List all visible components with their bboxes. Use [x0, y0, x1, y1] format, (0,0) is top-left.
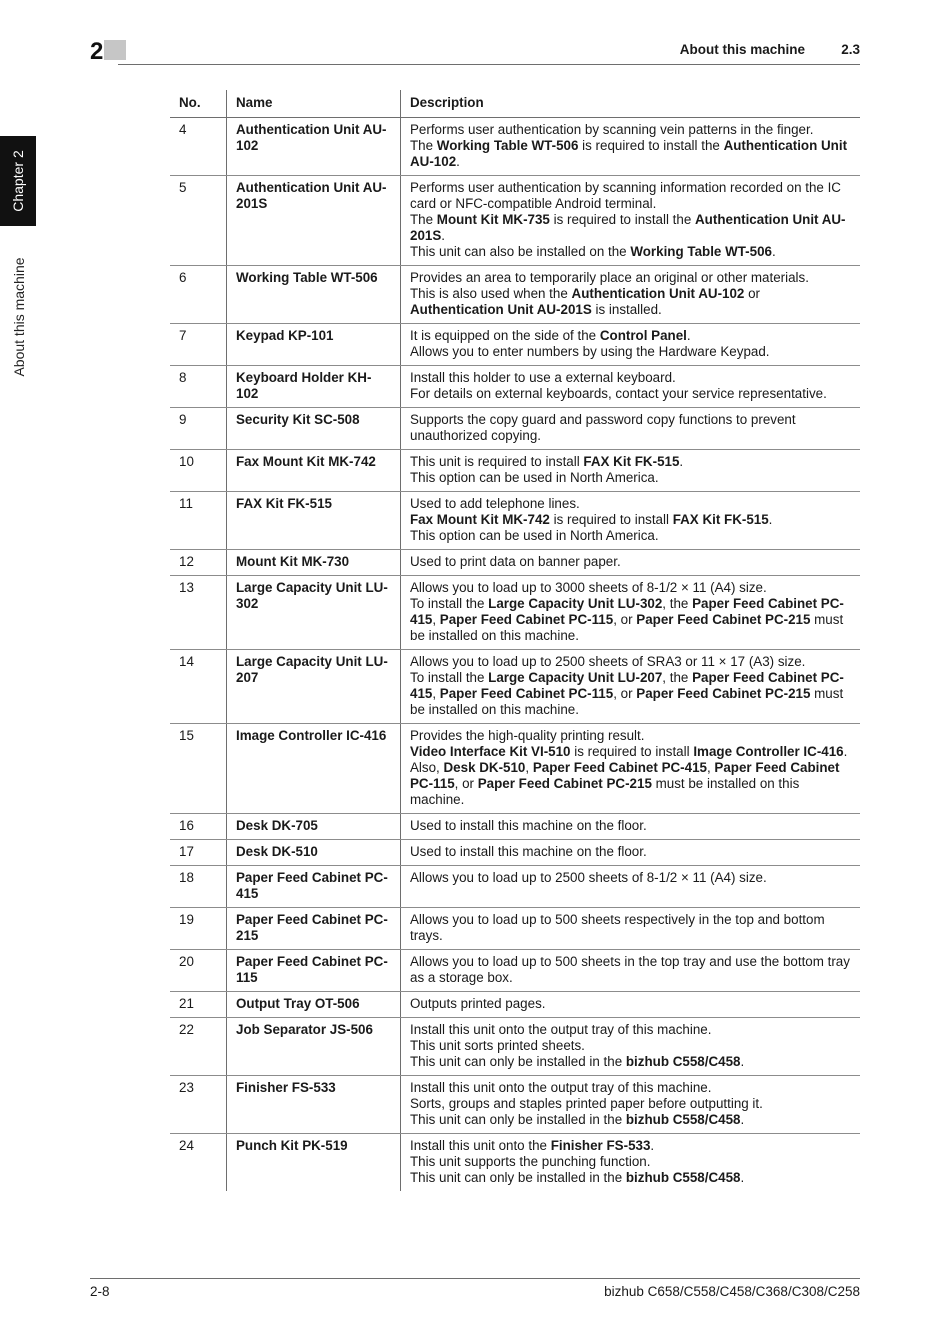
option-description: [401, 492, 861, 550]
row-number: 13: [170, 576, 227, 650]
column-header-no: No.: [170, 90, 227, 118]
table-row: [170, 650, 860, 724]
chapter-number: 2: [90, 38, 104, 65]
description-line: [410, 1080, 851, 1096]
option-description: [401, 814, 861, 840]
description-text: To install the: [410, 670, 489, 685]
description-line: [410, 670, 851, 718]
description-emphasis: Paper Feed Cabinet PC-115: [410, 760, 840, 791]
option-name: Large Capacity Unit LU-207: [227, 650, 401, 724]
description-text: Sorts, groups and staples printed paper before outputting it.: [410, 1096, 763, 1111]
description-emphasis: Control Panel: [599, 328, 687, 343]
description-text: .: [441, 228, 446, 243]
option-name: Mount Kit MK-730: [227, 550, 401, 576]
description-text: is required to install: [570, 744, 694, 759]
description-emphasis: Authentication Unit AU-201S: [410, 302, 592, 317]
header-section-number: 2.3: [841, 42, 860, 57]
option-name: Large Capacity Unit LU-302: [227, 576, 401, 650]
description-text: Allows you to load up to 2500 sheets of SRA3 or 11 × 17 (A3) size.: [410, 654, 806, 669]
option-description: [401, 840, 861, 866]
row-number: 21: [170, 992, 227, 1018]
table-row: [170, 1134, 860, 1192]
description-line: [410, 596, 851, 644]
description-line: [410, 180, 851, 212]
table-row: [170, 1076, 860, 1134]
table-row: [170, 950, 860, 992]
description-emphasis: Paper Feed Cabinet PC-115: [439, 612, 614, 627]
description-text: The: [410, 138, 437, 153]
description-text: Supports the copy guard and password copy functions to prevent unauthorized copying.: [410, 412, 796, 443]
option-name: Punch Kit PK-519: [227, 1134, 401, 1192]
description-text: , the: [662, 596, 693, 611]
description-line: [410, 1096, 851, 1112]
option-description: [401, 866, 861, 908]
option-description: [401, 1018, 861, 1076]
description-emphasis: Large Capacity Unit LU-302: [488, 596, 663, 611]
description-line: [410, 580, 851, 596]
description-text: is installed.: [591, 302, 662, 317]
description-text: is required to install: [549, 512, 673, 527]
option-name: Working Table WT-506: [227, 266, 401, 324]
description-text: , or: [613, 686, 637, 701]
option-description: [401, 1134, 861, 1192]
table-row: [170, 366, 860, 408]
table-row: [170, 176, 860, 266]
description-line: [410, 996, 851, 1012]
header-divider: [118, 64, 860, 65]
row-number: 9: [170, 408, 227, 450]
description-line: [410, 344, 851, 360]
description-emphasis: bizhub C558/C458: [625, 1054, 741, 1069]
description-emphasis: Image Controller IC-416: [693, 744, 844, 759]
option-description: [401, 550, 861, 576]
description-line: [410, 470, 851, 486]
description-line: [410, 1154, 851, 1170]
row-number: 18: [170, 866, 227, 908]
description-text: .: [740, 1170, 745, 1185]
table-row: [170, 814, 860, 840]
table-header-row: [170, 90, 860, 118]
chapter-side-tab[interactable]: [0, 136, 36, 226]
option-description: [401, 908, 861, 950]
description-emphasis: Desk DK-510: [443, 760, 526, 775]
description-emphasis: Finisher FS-533: [550, 1138, 651, 1153]
table-row: [170, 492, 860, 550]
option-name: Keypad KP-101: [227, 324, 401, 366]
description-emphasis: Paper Feed Cabinet PC-115: [439, 686, 614, 701]
row-number: 5: [170, 176, 227, 266]
description-text: is required to install the: [578, 138, 724, 153]
description-text: .: [679, 454, 684, 469]
description-text: This option can be used in North America.: [410, 528, 659, 543]
description-line: [410, 244, 851, 260]
row-number: 19: [170, 908, 227, 950]
description-text: .: [650, 1138, 655, 1153]
description-text: Outputs printed pages.: [410, 996, 546, 1011]
description-text: .: [686, 328, 691, 343]
option-name: Finisher FS-533: [227, 1076, 401, 1134]
row-number: 6: [170, 266, 227, 324]
column-header-name: Name: [227, 90, 401, 118]
description-text: Allows you to load up to 500 sheets in the top tray and use the bottom tray as a storage box.: [410, 954, 850, 985]
description-line: [410, 286, 851, 318]
description-text: ,: [525, 760, 533, 775]
description-text: It is equipped on the side of the: [410, 328, 600, 343]
description-emphasis: Authentication Unit AU-102: [410, 138, 848, 169]
option-description: [401, 450, 861, 492]
description-line: [410, 1022, 851, 1038]
side-section-label: About this machine: [11, 257, 27, 377]
description-text: This unit can only be installed in the: [410, 1170, 626, 1185]
option-name: Authentication Unit AU-201S: [227, 176, 401, 266]
description-emphasis: Video Interface Kit VI-510: [410, 744, 571, 759]
description-line: [410, 454, 851, 470]
description-text: , or: [613, 612, 637, 627]
product-name: bizhub C658/C558/C458/C368/C308/C258: [604, 1284, 860, 1299]
table-row: [170, 724, 860, 814]
chapter-side-tab-label: Chapter 2: [10, 150, 26, 212]
description-line: [410, 138, 851, 170]
option-name: FAX Kit FK-515: [227, 492, 401, 550]
description-line: [410, 528, 851, 544]
description-text: Used to install this machine on the floor.: [410, 844, 647, 859]
row-number: 24: [179, 1138, 194, 1153]
row-number: 8: [170, 366, 227, 408]
description-line: [410, 954, 851, 986]
description-text: .: [740, 1054, 745, 1069]
description-line: [410, 818, 851, 834]
option-description: [401, 1076, 861, 1134]
row-number: 12: [170, 550, 227, 576]
description-text: Install this unit onto the: [410, 1138, 551, 1153]
option-description: [401, 118, 861, 176]
description-text: must be installed on this machine.: [410, 612, 844, 643]
description-text: This unit can only be installed in the: [410, 1112, 626, 1127]
description-line: [410, 122, 851, 138]
option-name: Paper Feed Cabinet PC-215: [227, 908, 401, 950]
table-row: [170, 908, 860, 950]
description-text: Allows you to load up to 3000 sheets of 8-1/2 × 11 (A4) size.: [410, 580, 767, 595]
option-description: [401, 950, 861, 992]
table-row: [170, 408, 860, 450]
options-table: [170, 90, 860, 1191]
description-line: [410, 412, 851, 444]
description-line: [410, 512, 851, 528]
option-name: Image Controller IC-416: [227, 724, 401, 814]
description-line: [410, 496, 851, 512]
row-number: 14: [170, 650, 227, 724]
description-emphasis: Paper Feed Cabinet PC-415: [532, 760, 707, 775]
option-description: [401, 992, 861, 1018]
description-emphasis: Paper Feed Cabinet PC-215: [477, 776, 652, 791]
description-emphasis: Paper Feed Cabinet PC-415: [410, 670, 844, 701]
row-number: 17: [170, 840, 227, 866]
table-row: [170, 866, 860, 908]
option-name: Fax Mount Kit MK-742: [227, 450, 401, 492]
description-emphasis: Large Capacity Unit LU-207: [488, 670, 663, 685]
description-text: , or: [454, 776, 478, 791]
option-description: [401, 724, 861, 814]
description-text: must be installed on this machine.: [410, 686, 844, 717]
description-line: [410, 554, 851, 570]
description-emphasis: Working Table WT-506: [436, 138, 579, 153]
description-emphasis: FAX Kit FK-515: [583, 454, 680, 469]
description-emphasis: Mount Kit MK-735: [436, 212, 550, 227]
description-emphasis: Authentication Unit AU-201S: [410, 212, 846, 243]
description-text: This unit supports the punching function.: [410, 1154, 651, 1169]
table-row: [170, 1018, 860, 1076]
description-text: .: [456, 154, 460, 169]
description-text: This unit is required to install: [410, 454, 584, 469]
description-line: [410, 270, 851, 286]
row-number: 23: [170, 1076, 227, 1134]
option-name: Keyboard Holder KH-102: [227, 366, 401, 408]
description-emphasis: Authentication Unit AU-102: [571, 286, 745, 301]
option-description: [401, 324, 861, 366]
description-text: or: [744, 286, 761, 301]
option-description: [401, 576, 861, 650]
description-line: [410, 1054, 851, 1070]
description-line: [410, 1038, 851, 1054]
description-text: The: [410, 212, 437, 227]
description-emphasis: Paper Feed Cabinet PC-215: [636, 612, 811, 627]
description-line: [410, 912, 851, 944]
description-line: [410, 386, 851, 402]
description-line: [410, 1138, 851, 1154]
row-number: 4: [170, 118, 227, 176]
table-row: [170, 840, 860, 866]
table-row: [170, 576, 860, 650]
option-name: Paper Feed Cabinet PC-415: [227, 866, 401, 908]
option-name: Desk DK-705: [227, 814, 401, 840]
description-text: must be installed on this machine.: [410, 776, 800, 807]
option-name: Output Tray OT-506: [227, 992, 401, 1018]
table-row: [170, 324, 860, 366]
description-text: .: [768, 512, 773, 527]
row-number: 7: [170, 324, 227, 366]
description-emphasis: bizhub C558/C458: [625, 1170, 741, 1185]
description-emphasis: bizhub C558/C458: [625, 1112, 741, 1127]
description-emphasis: Working Table WT-506: [630, 244, 772, 259]
description-text: Install this unit onto the output tray of this machine.: [410, 1022, 712, 1037]
description-line: [410, 870, 851, 886]
description-text: This unit can also be installed on the: [410, 244, 631, 259]
description-text: , the: [662, 670, 693, 685]
description-line: [410, 328, 851, 344]
option-description: [401, 650, 861, 724]
description-text: Used to install this machine on the floor.: [410, 818, 647, 833]
description-line: [410, 844, 851, 860]
option-name: Desk DK-510: [227, 840, 401, 866]
description-text: Used to add telephone lines.: [410, 496, 580, 511]
description-text: For details on external keyboards, contact your service representative.: [410, 386, 827, 401]
description-text: This is also used when the: [410, 286, 572, 301]
description-text: Provides an area to temporarily place an original or other materials.: [410, 270, 809, 285]
row-number: 10: [170, 450, 227, 492]
description-line: [410, 212, 851, 244]
table-body: [170, 118, 860, 1192]
description-text: Install this holder to use a external keyboard.: [410, 370, 676, 385]
description-text: ,: [432, 686, 440, 701]
description-text: Allows you to load up to 500 sheets respectively in the top and bottom trays.: [410, 912, 825, 943]
table-row: [170, 992, 860, 1018]
description-text: . Also,: [410, 744, 848, 775]
option-name: Security Kit SC-508: [227, 408, 401, 450]
description-line: [410, 744, 851, 808]
description-text: Performs user authentication by scanning vein patterns in the finger.: [410, 122, 814, 137]
option-description: [401, 176, 861, 266]
description-text: .: [771, 244, 776, 259]
table-row: [170, 550, 860, 576]
description-text: This option can be used in North America.: [410, 470, 659, 485]
description-line: [410, 1170, 851, 1186]
row-number: 15: [170, 724, 227, 814]
description-line: [410, 370, 851, 386]
column-header-description: Description: [401, 90, 861, 118]
table-row: [170, 118, 860, 176]
option-name: Authentication Unit AU-102: [227, 118, 401, 176]
header-title: About this machine: [679, 42, 805, 57]
row-number: 16: [170, 814, 227, 840]
description-text: Performs user authentication by scanning information recorded on the IC card or NFC-compatible Android terminal.: [410, 180, 841, 211]
row-number: 20: [170, 950, 227, 992]
description-text: Install this unit onto the output tray of this machine.: [410, 1080, 712, 1095]
description-emphasis: Paper Feed Cabinet PC-215: [636, 686, 811, 701]
option-description: [401, 266, 861, 324]
description-text: .: [740, 1112, 745, 1127]
description-text: To install the: [410, 596, 489, 611]
description-text: Provides the high-quality printing result.: [410, 728, 645, 743]
option-description: [401, 366, 861, 408]
description-line: [410, 728, 851, 744]
page-number: 2-8: [90, 1284, 110, 1299]
description-line: [410, 1112, 851, 1128]
description-emphasis: Paper Feed Cabinet PC-415: [410, 596, 844, 627]
description-text: Allows you to enter numbers by using the Hardware Keypad.: [410, 344, 770, 359]
description-text: ,: [706, 760, 715, 775]
footer-divider: [90, 1278, 860, 1279]
option-name: Paper Feed Cabinet PC-115: [227, 950, 401, 992]
option-description: [401, 408, 861, 450]
description-emphasis: Fax Mount Kit MK-742: [410, 512, 550, 527]
table-row: [170, 266, 860, 324]
description-text: is required to install the: [549, 212, 696, 227]
table-row: [170, 450, 860, 492]
option-name: Job Separator JS-506: [227, 1018, 401, 1076]
chapter-marker-box: [104, 40, 126, 60]
description-text: This unit sorts printed sheets.: [410, 1038, 585, 1053]
description-text: Allows you to load up to 2500 sheets of 8-1/2 × 11 (A4) size.: [410, 870, 767, 885]
row-number: 11: [170, 492, 227, 550]
row-number: 22: [170, 1018, 227, 1076]
description-text: This unit can only be installed in the: [410, 1054, 626, 1069]
description-text: Used to print data on banner paper.: [410, 554, 621, 569]
description-line: [410, 654, 851, 670]
description-text: ,: [432, 612, 440, 627]
description-emphasis: FAX Kit FK-515: [672, 512, 769, 527]
